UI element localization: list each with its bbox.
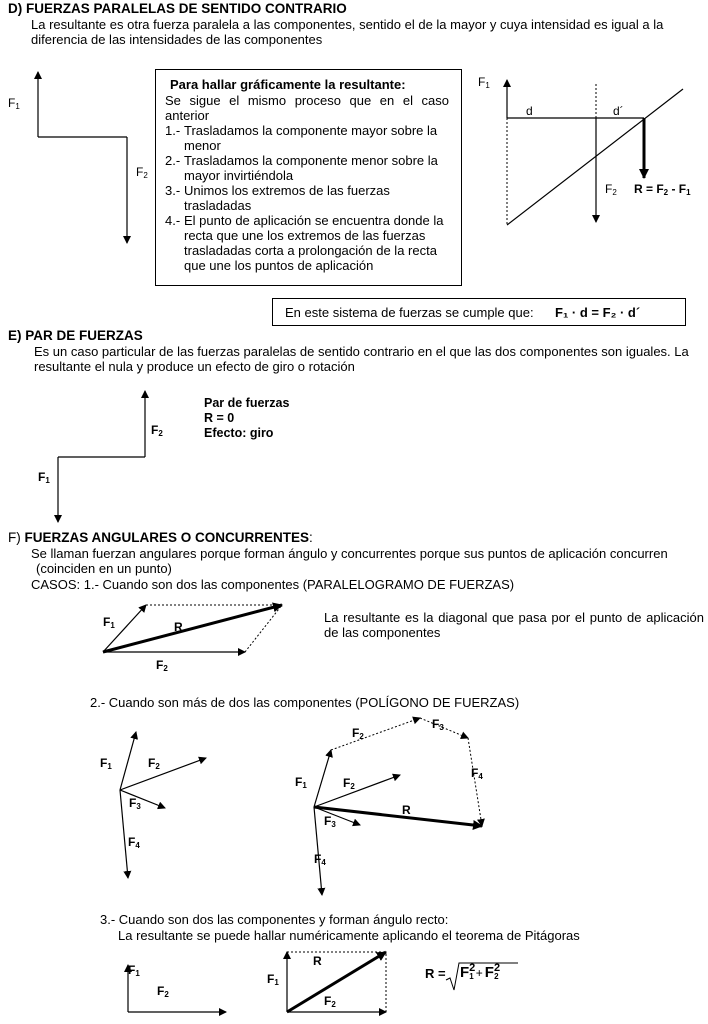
right-angle-forces-diagram [128, 965, 226, 1012]
label-f3: $F_3$ [324, 814, 336, 829]
f4-translated [468, 738, 482, 826]
label-f1: $F_1$ [100, 756, 112, 771]
label-f4: $F_4$ [314, 852, 326, 867]
box-intro: Se sigue el mismo proceso que en el caso anterior [165, 93, 449, 123]
label-f1: $F_1$ [38, 470, 50, 485]
formula-radicand: $F^2_1 + F^2_2$ [460, 962, 501, 981]
label-f2: $F_2$ [148, 756, 160, 771]
parallelogram-diagram [103, 605, 282, 652]
label-f2: $F_2$ [156, 658, 168, 673]
f2-arrow [314, 775, 400, 807]
label-f3-translated: $F_3$ [432, 717, 444, 732]
extremes-line [507, 89, 683, 225]
label-f4: $F_4$ [128, 835, 140, 850]
f2-arrow [120, 758, 206, 790]
label-r: R [174, 620, 183, 634]
section-d-title: D) FUERZAS PARALELAS DE SENTIDO CONTRARIO [8, 1, 347, 16]
section-e-text: Es un caso particular de las fuerzas paralelas de sentido contrario en el que las dos componentes son iguales. La resultante el nula y produce un efecto de giro o rotación [34, 344, 689, 374]
couple-info: Par de fuerzas R = 0 Efecto: giro [204, 396, 290, 440]
label-f2: $F_2$ [343, 776, 355, 791]
force-polygon-diagram [314, 718, 482, 895]
label-f2: $F_2$ [157, 984, 169, 999]
step-4: 4.- El punto de aplicación se encuentra donde la recta que une los extremos de las fuerzas trasladadas corta a prolongación de la recta que une los puntos de aplicación [165, 213, 444, 273]
graphic-resultant-diagram [507, 80, 683, 225]
f1-arrow [314, 750, 331, 807]
case-1-description: La resultante es la diagonal que pasa por el punto de aplicación de las componentes [324, 610, 704, 640]
resultant-arrow [103, 605, 282, 652]
opposite-forces-diagram [38, 72, 127, 243]
right-angle-resultant-diagram [287, 952, 386, 1012]
case-1-title: CASOS: 1.- Cuando son dos las componentes (PARALELOGRAMO DE FUERZAS) [31, 577, 515, 592]
label-f1: $F_1$ [103, 615, 115, 630]
step-2: 2.- Trasladamos la componente menor sobre la mayor invirtiéndola [165, 153, 438, 183]
label-d: d [526, 104, 533, 118]
pythagoras-formula: R = [425, 966, 446, 981]
f3-arrow [120, 790, 165, 808]
label-f1: $F_1$ [128, 963, 140, 978]
label-f2: $F_2$ [324, 994, 336, 1009]
label-f1: $F_1$ [478, 75, 490, 90]
section-e-title: E) PAR DE FUERZAS [8, 328, 143, 343]
relation-formula: F₁ · d = F₂ · d´ [555, 305, 641, 320]
label-f4-translated: $F_4$ [471, 766, 483, 781]
f4-arrow [314, 807, 322, 895]
label-r: R [402, 803, 411, 817]
graphic-method-box [155, 69, 462, 286]
section-f-text: Se llaman fuerzan angulares porque forman ángulo y concurrentes porque sus puntos de aplicación concurren [31, 546, 668, 561]
couple-diagram [58, 391, 145, 522]
box-title: Para hallar gráficamente la resultante: [170, 77, 406, 92]
label-f2: $F_2$ [605, 182, 617, 197]
section-f-title: F) FUERZAS ANGULARES O CONCURRENTES: [8, 530, 313, 545]
label-f2: $F_2$ [151, 423, 163, 438]
step-3: 3.- Unimos los extremos de las fuerzas trasladadas [165, 183, 390, 213]
label-resultant: $R = F_2 - F_1$ [634, 182, 691, 197]
step-1: 1.- Trasladamos la componente mayor sobre la menor [165, 123, 438, 153]
case-2-title: 2.- Cuando son más de dos las componentes (POLÍGONO DE FUERZAS) [90, 695, 520, 710]
f2-translated [331, 718, 420, 750]
label-d-prime: d´ [613, 104, 624, 118]
case-3-description: La resultante se puede hallar numéricamente aplicando el teorema de Pitágoras [118, 928, 580, 943]
label-f1: $F_1$ [8, 96, 20, 111]
label-f2: $F_2$ [136, 165, 148, 180]
section-d-text: La resultante es otra fuerza paralela a las componentes, sentido el de la mayor y cuya intensidad es igual a la diferencia de las intensidades de las componentes [31, 17, 664, 47]
label-f3: $F_3$ [129, 796, 141, 811]
equilibrium-relation-box [272, 298, 686, 326]
label-f1: $F_1$ [267, 972, 279, 987]
case-3-title: 3.- Cuando son dos las componentes y forman ángulo recto: [100, 912, 449, 927]
label-f1: $F_1$ [295, 775, 307, 790]
label-f2-translated: $F_2$ [352, 726, 364, 741]
f1-arrow [120, 732, 136, 790]
resultant-arrow [287, 952, 386, 1012]
f3-translated [420, 718, 468, 738]
section-f-text-2: (coinciden en un punto) [36, 561, 172, 576]
relation-text: En este sistema de fuerzas se cumple que: [285, 305, 534, 320]
f4-arrow [120, 790, 128, 878]
label-r: R [313, 954, 322, 968]
